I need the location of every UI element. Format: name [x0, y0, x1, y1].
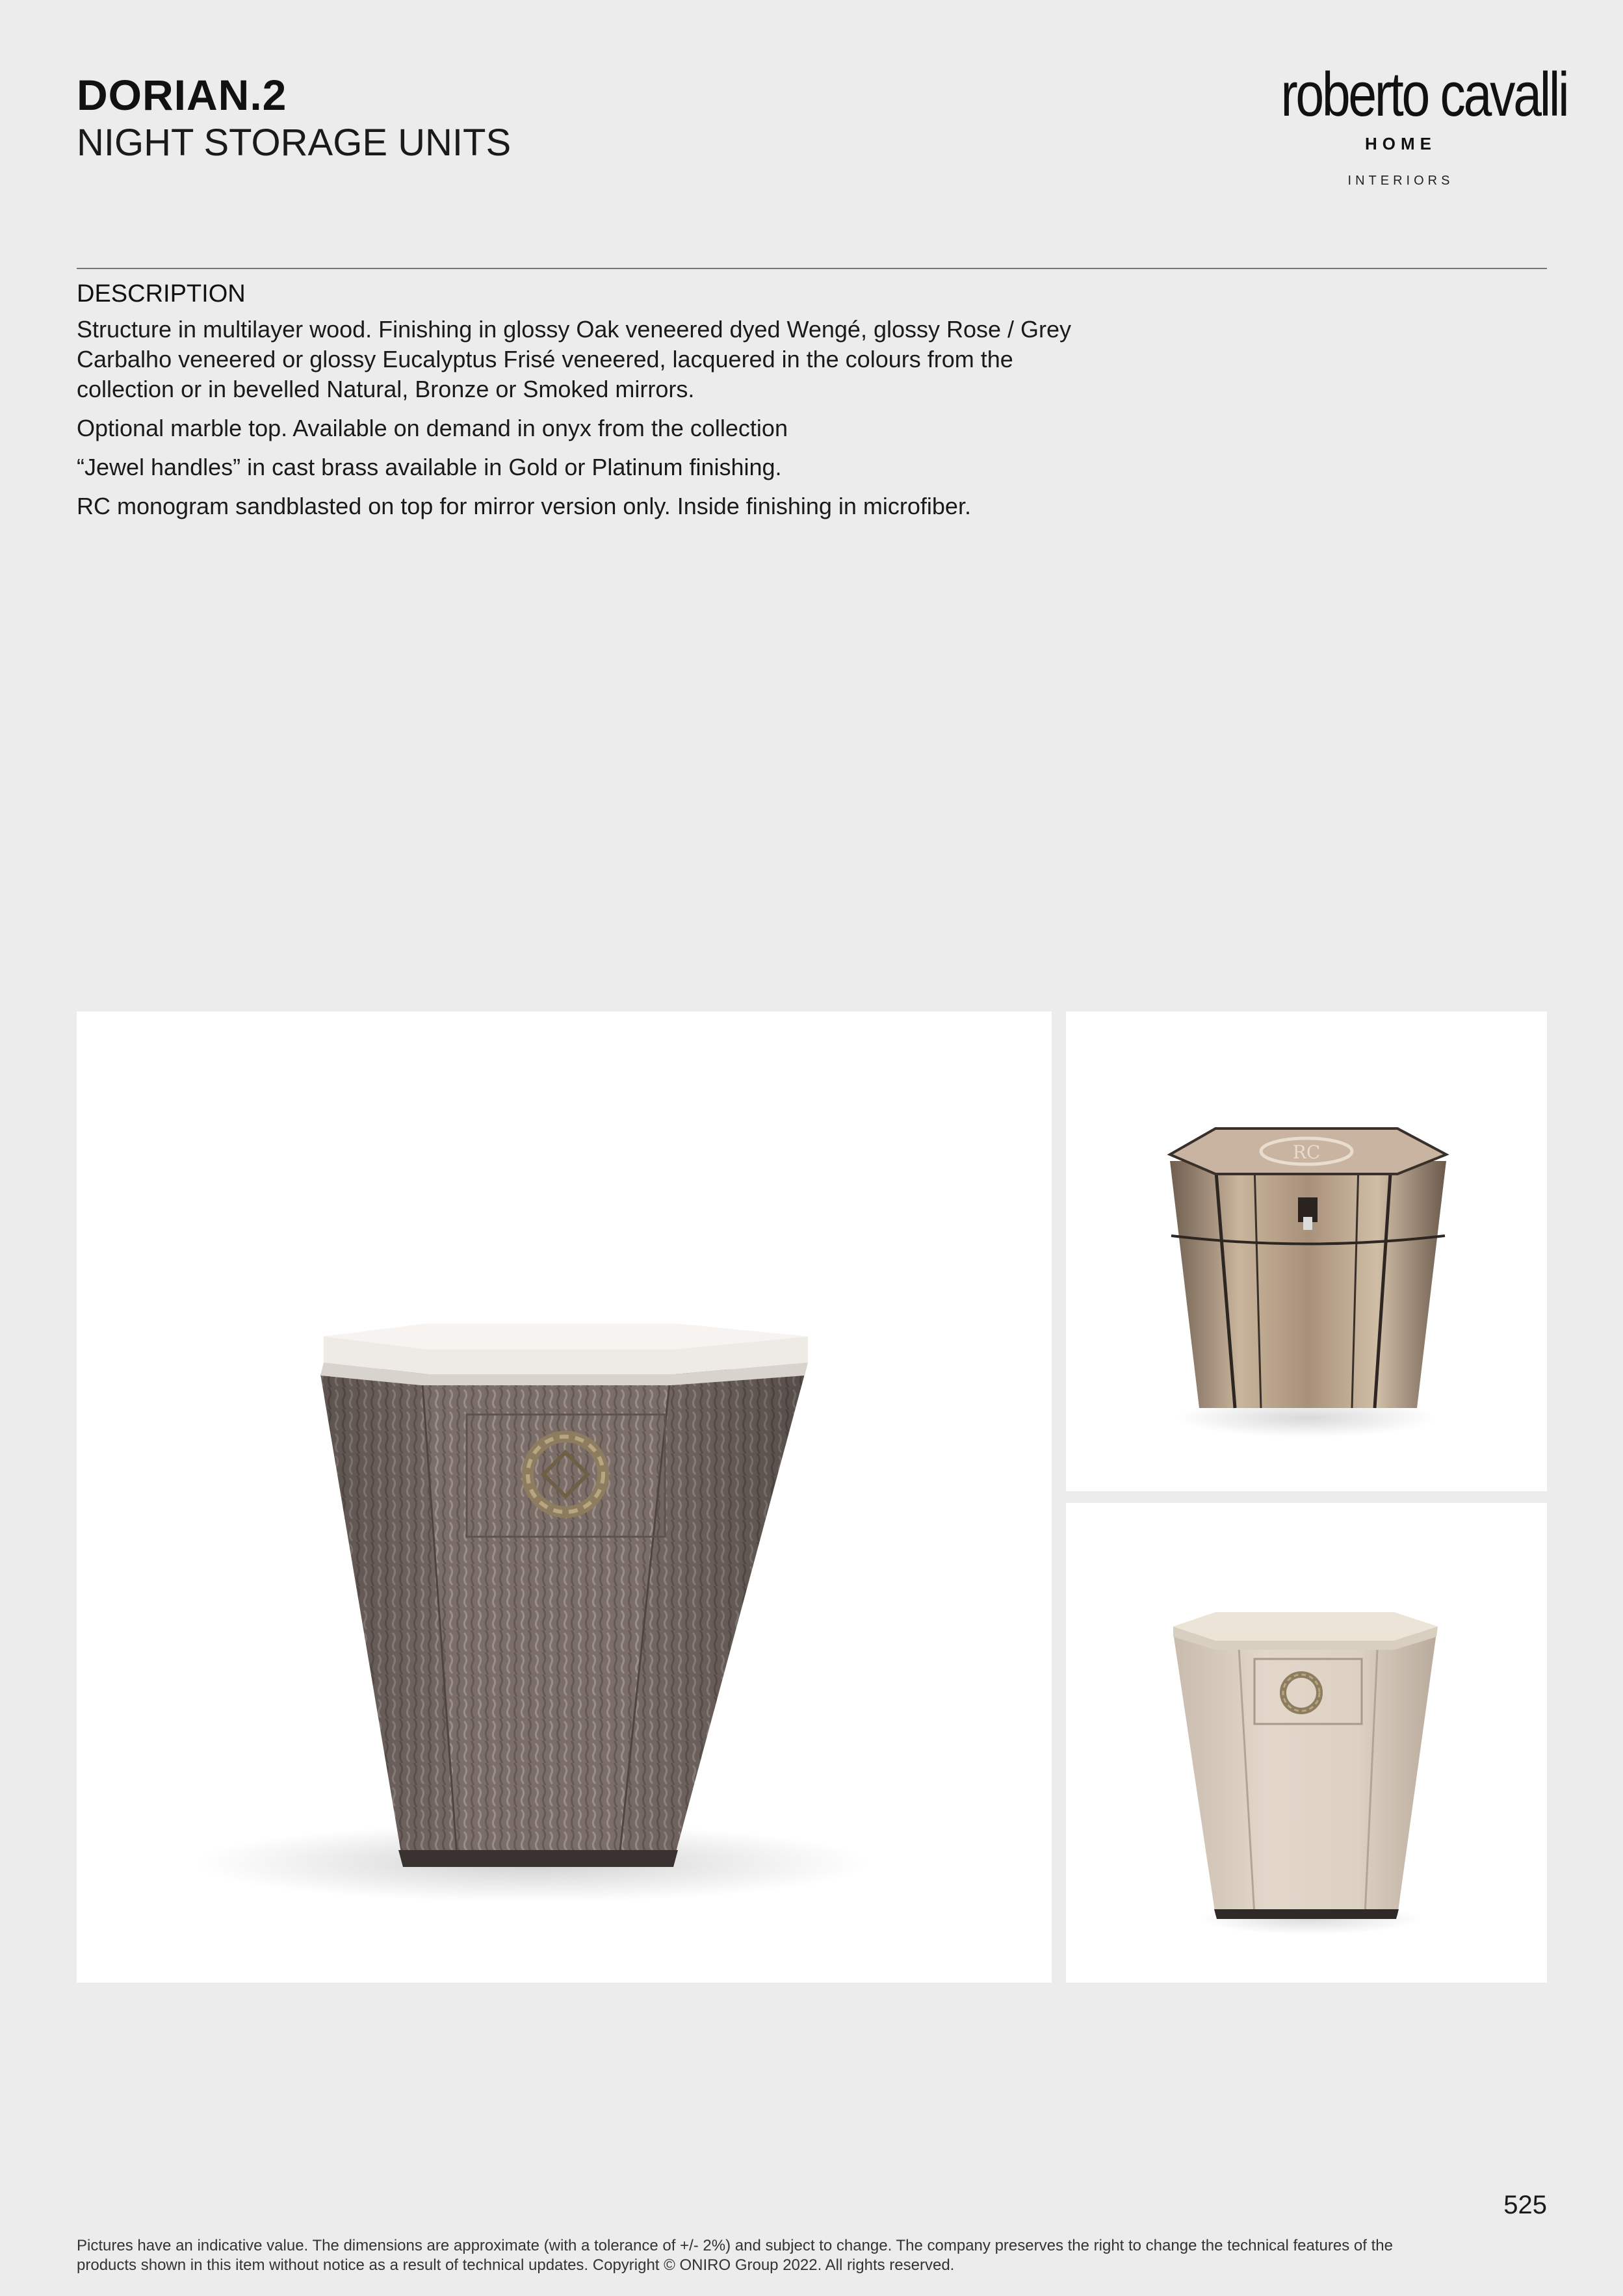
product-image-wood-version [77, 1011, 1052, 1983]
mirror-storage-unit-illustration [1066, 1011, 1547, 1491]
description-paragraph: Optional marble top. Available on demand in onyx from the collection [77, 415, 788, 441]
svg-text:RC: RC [1292, 1141, 1321, 1163]
product-image-mirror-version [1066, 1011, 1547, 1491]
title-block [77, 68, 511, 164]
page-number: 525 [1503, 2191, 1547, 2219]
description-paragraph: RC monogram sandblasted on top for mirror version only. Inside finishing in microfiber. [77, 493, 971, 519]
description-paragraph: “Jewel handles” in cast brass available in Gold or Platinum finishing. [77, 454, 782, 480]
description-section [77, 278, 1117, 530]
brand-home-label: HOME [1365, 134, 1436, 153]
brand-name: roberto cavalli [1280, 60, 1568, 129]
footer-disclaimer: Pictures have an indicative value. The dimensions are approximate (with a tolerance of +/- 2%) and subject to change. The company preserves the right to change the technical features of the products shown in this item without notice as a result of technical updates. Copyright © ONIRO Group 2022. All rights reserved. [77, 2237, 1393, 2274]
product-image-lacquer-version [1066, 1503, 1547, 1983]
lacquer-storage-unit-illustration [1066, 1503, 1547, 1983]
wood-storage-unit-illustration [77, 1011, 1052, 1983]
brand-interiors-label: INTERIORS [1347, 174, 1454, 188]
product-title: DORIAN.2 [77, 71, 287, 119]
description-paragraph: Structure in multilayer wood. Finishing in glossy Oak veneered dyed Wengé, glossy Rose / Grey Carbalho veneered or glossy Eucalyptus Frisé veneered, lacquered in the colours from the collection or in bevelled Natural, Bronze or Smoked mirrors. [77, 316, 1072, 402]
description-heading: DESCRIPTION [77, 280, 246, 307]
brand-logo [1254, 60, 1568, 189]
product-subtitle: NIGHT STORAGE UNITS [77, 122, 512, 164]
header-divider [77, 268, 1547, 269]
